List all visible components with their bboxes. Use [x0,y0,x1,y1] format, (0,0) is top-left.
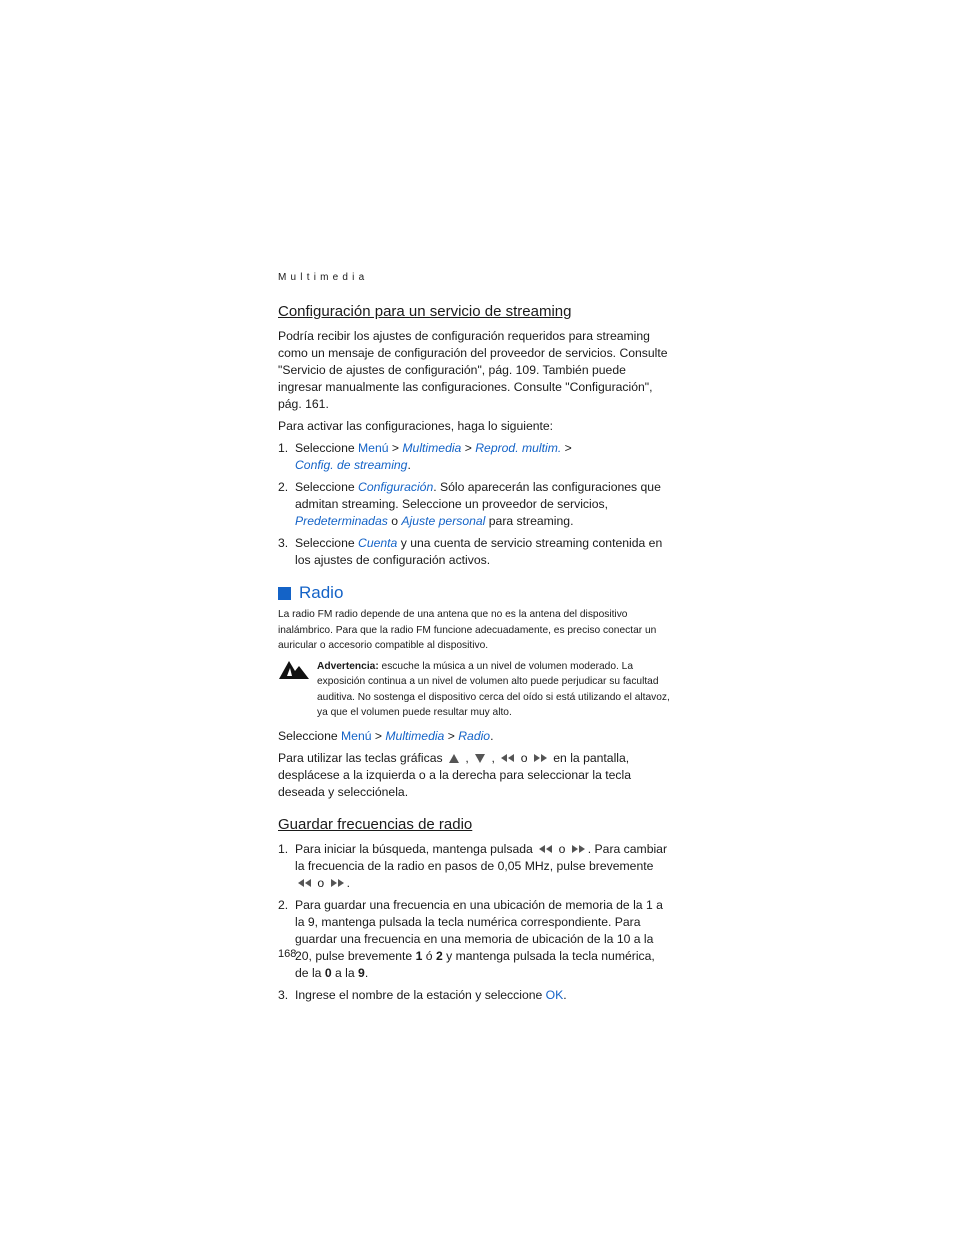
radio-link: Radio [458,728,491,743]
separator: > [561,441,572,455]
step-text: o [555,841,569,856]
multimedia-link: Multimedia [385,728,445,743]
text: , [488,750,499,765]
fast-forward-icon [533,753,548,763]
page-number: 168 [278,948,297,960]
step-text: . Para cambiar la frecuencia de la radio en pasos de 0,05 MHz, pulse brevemente [295,841,668,873]
rewind-icon [500,753,515,763]
streaming-steps [278,440,670,569]
reprod-link: Reprod. multim. [475,441,562,455]
step-text: . [346,875,350,890]
list-item [278,987,670,1004]
section-title-text: Radio [299,583,344,602]
step-end: . [407,458,411,472]
step-text: o [387,514,402,528]
list-item [278,841,670,892]
step-text: . Sólo aparecerán las configuraciones que admitan streaming. Seleccione un proveedor de servicios, [295,480,661,511]
menu-link: Menú [341,728,372,743]
step-text: a la [331,965,359,980]
key-9: 9 [358,965,365,980]
step-text: y una cuenta de servicio streaming contenida en los ajustes de configuración activos. [295,536,663,567]
step-number: 2. [278,897,289,912]
fast-forward-icon [571,844,586,854]
up-arrow-icon [448,753,460,764]
section-title-guardar: Guardar frecuencias de radio [278,815,473,833]
warning-label: Advertencia: [317,660,379,672]
list-item [278,897,670,982]
step-text: Seleccione [295,480,359,494]
text: o [517,750,531,765]
rewind-icon [538,844,553,854]
warning-icon [278,659,310,721]
step-text: Ingrese el nombre de la estación y seleccione [295,987,546,1002]
step-number: 1. [278,441,289,455]
step-text: o [314,875,328,890]
step-text: y mantenga pulsada la tecla numérica, de la [295,948,655,980]
radio-intro: La radio FM radio depende de una antena que no es la antena del dispositivo inalámbrico. Para que la radio FM funcione adecuadamente, es preciso conectar un auricular o accesorio compatible al dispositivo. [278,609,657,651]
text: en la pantalla, desplácese a la izquierda o a la derecha para seleccionar la tecla deseada y selecciónela. [278,750,631,799]
fast-forward-icon [330,878,345,888]
warning-text: escuche la música a un nivel de volumen moderado. La exposición continua a un nivel de volumen alto puede perjudicar su facultad auditiva. No sostenga el dispositivo cerca del oído si está utilizando el altavoz, ya que el volumen puede resultar muy alto. [317,660,670,718]
radio-keys-paragraph [278,750,670,801]
streaming-lead: Para activar las configuraciones, haga lo siguiente: [278,419,554,433]
step-text: Seleccione [295,536,359,550]
step-text: Para guardar una frecuencia en una ubicación de memoria de la 1 a la 9, mantenga pulsada la tecla numérica correspondiente. Para guardar una frecuencia en una memoria de ubicación de la 10 a la 20, pulse brevemente [295,897,663,963]
step-number: 3. [278,536,289,550]
warning-text-block [317,659,670,721]
step-text: . [364,965,369,980]
text: Seleccione [278,728,342,743]
text: . [490,728,494,743]
predeterminadas-link: Predeterminadas [295,514,388,528]
key-0: 0 [324,965,332,980]
page-content [278,272,670,1009]
key-2: 2 [435,948,443,963]
multimedia-link: Multimedia [402,441,462,455]
step-number: 3. [278,987,289,1002]
key-1: 1 [415,948,423,963]
step-text: para streaming. [485,514,574,528]
separator: > [388,441,403,455]
separator: > [444,728,459,743]
step-text: Seleccione [295,441,359,455]
cuenta-link: Cuenta [358,536,398,550]
step-text: . [563,987,567,1002]
list-item [278,535,670,569]
menu-link: Menú [358,441,389,455]
separator: > [371,728,386,743]
radio-select-path [278,728,670,745]
ok-link: OK [545,987,564,1002]
config-streaming-link: Config. de streaming [295,458,408,472]
guardar-steps [278,841,670,1004]
ajuste-personal-link: Ajuste personal [401,514,486,528]
step-text: ó [422,948,436,963]
rewind-icon [297,878,312,888]
streaming-intro: Podría recibir los ajustes de configuración requeridos para streaming como un mensaje de configuración del proveedor de servicios. Consulte "Servicio de ajustes de configuración", pág. 109. También puede ingresar manualmente las configuraciones. Consulte "Configuración", pág. 161. [278,329,668,411]
warning-block [278,659,670,721]
separator: > [461,441,476,455]
down-arrow-icon [474,753,486,764]
text: , [461,750,473,765]
step-number: 1. [278,841,289,856]
configuracion-link: Configuración [358,480,434,494]
section-title-streaming: Configuración para un servicio de streaming [278,303,572,320]
section-square-icon [278,587,291,600]
text: Para utilizar las teclas gráficas [278,750,446,765]
step-text: Para iniciar la búsqueda, mantenga pulsada [295,841,537,856]
step-number: 2. [278,480,289,494]
section-title-radio [278,583,670,603]
list-item [278,440,670,474]
running-head: Multimedia [278,272,369,283]
list-item [278,479,670,530]
